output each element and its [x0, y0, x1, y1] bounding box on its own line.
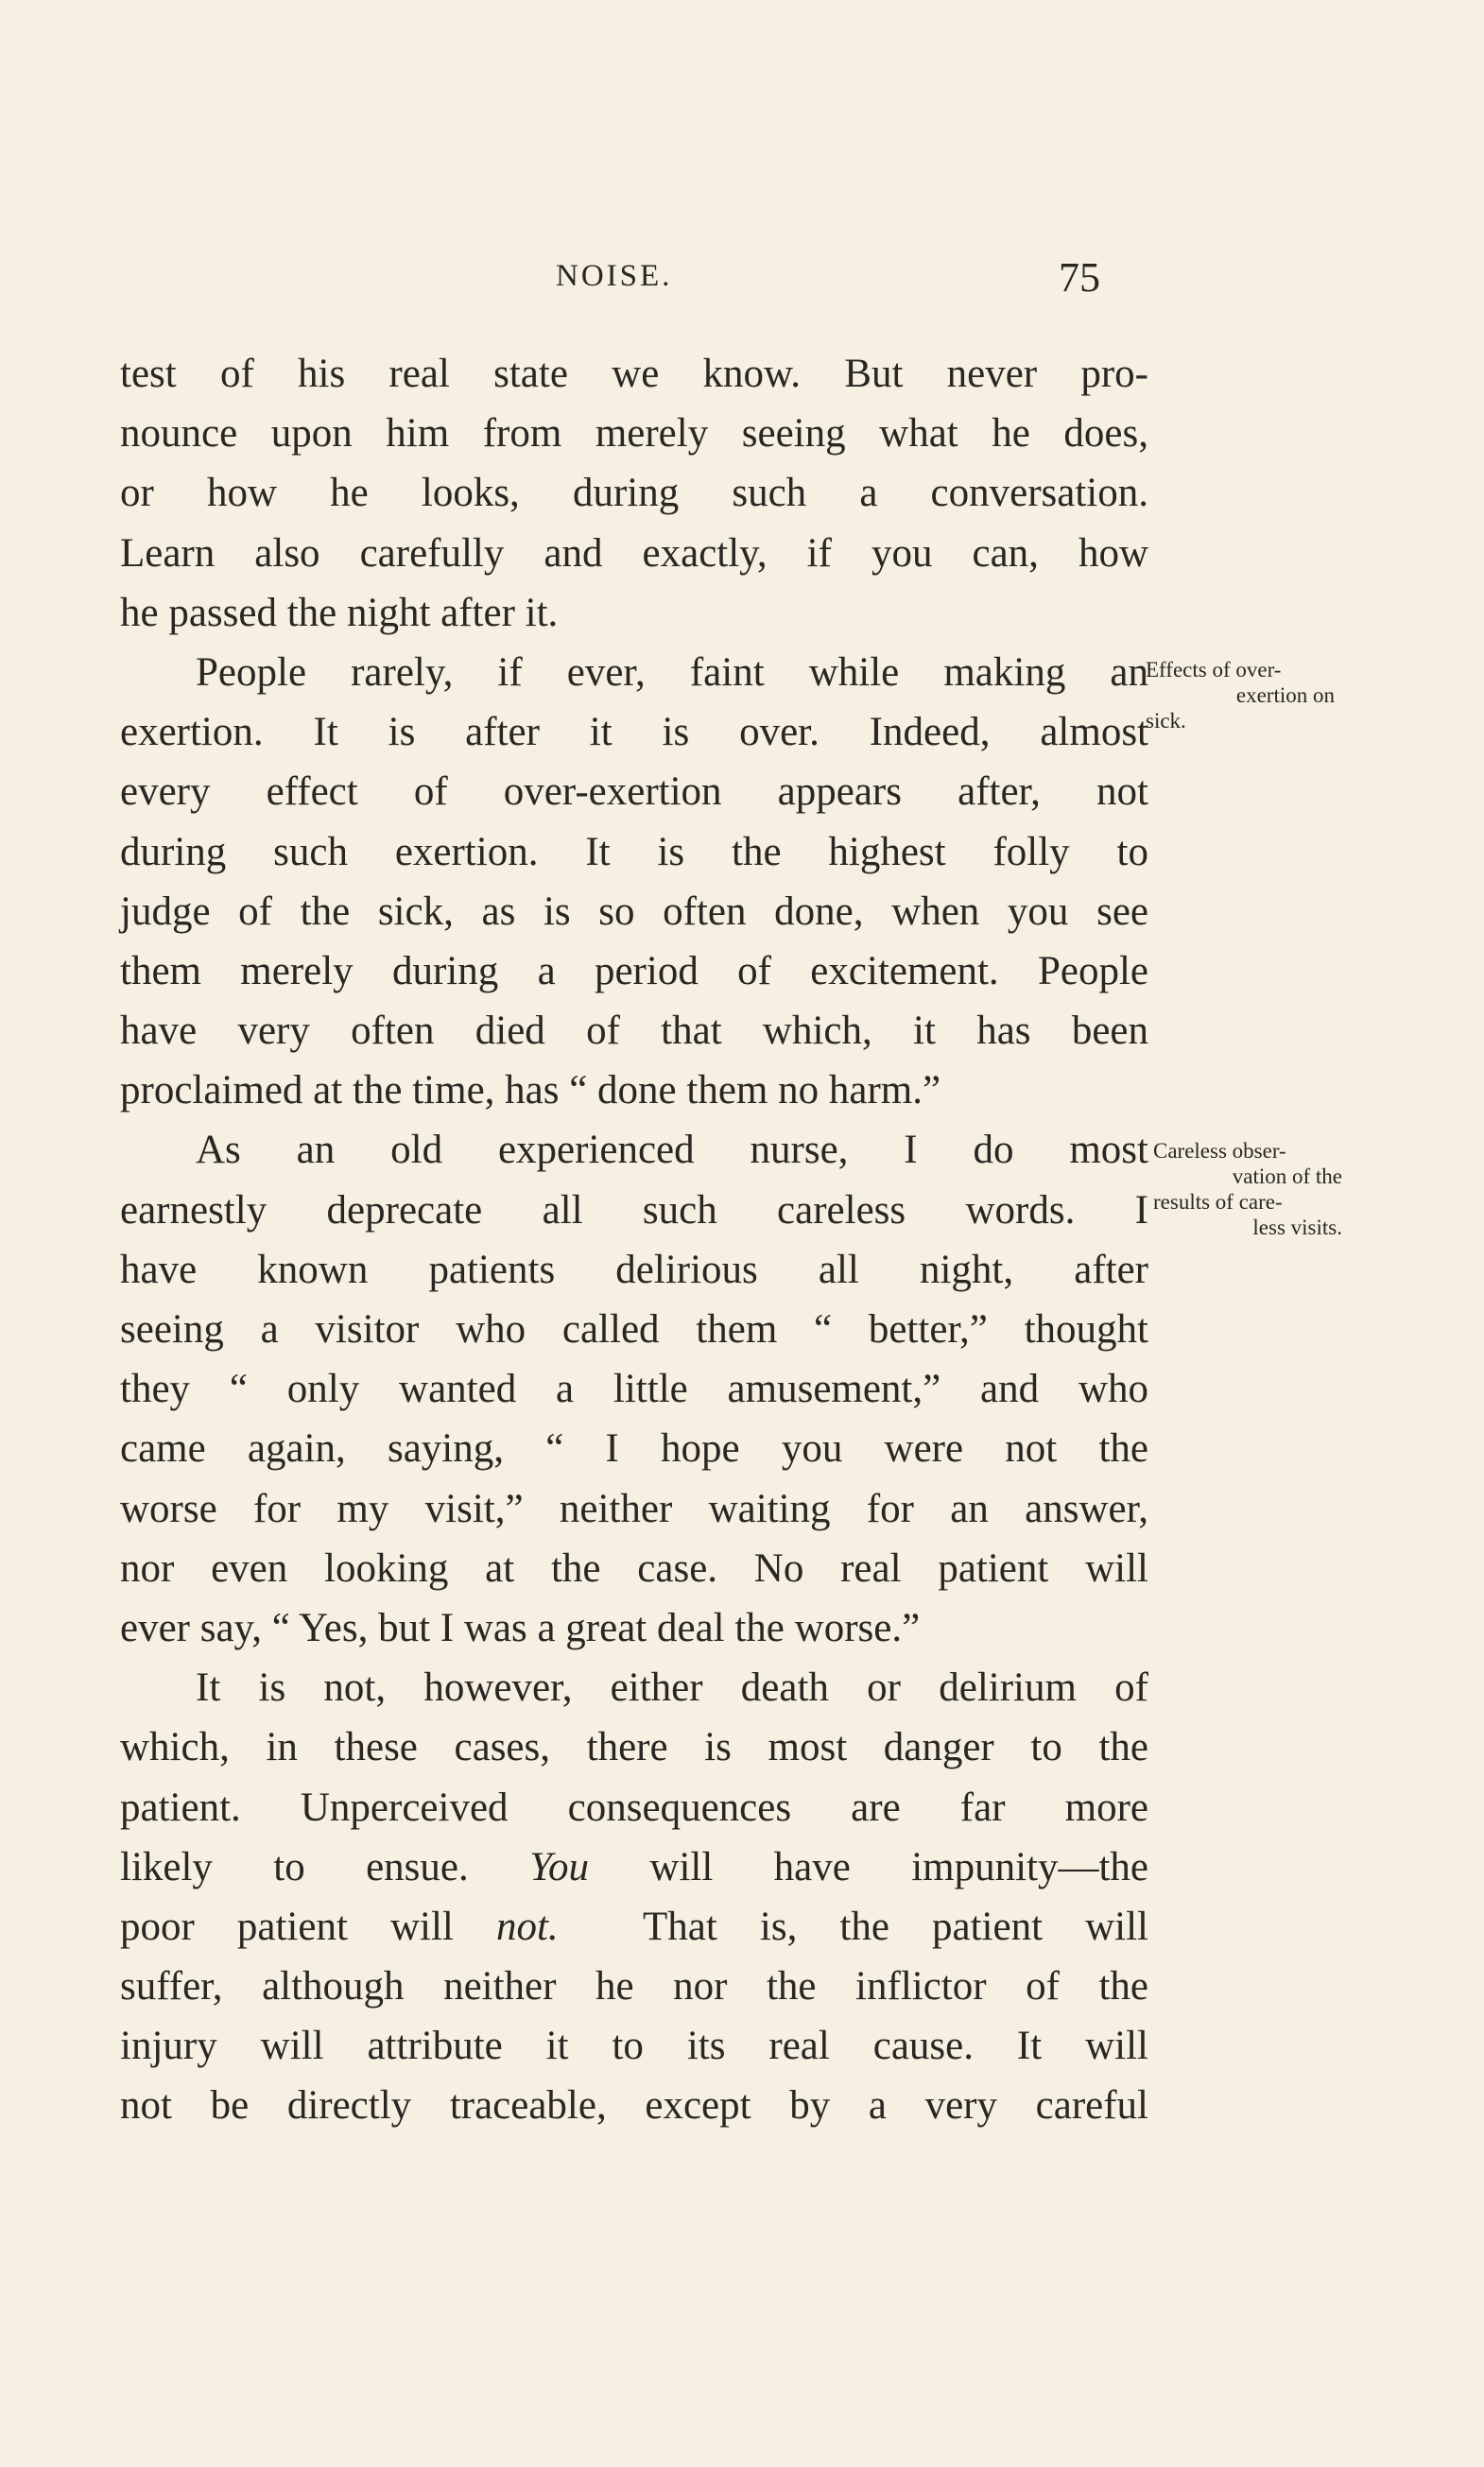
text-line: nounce upon him from merely seeing what he does,: [120, 411, 1148, 457]
text-line: ever say, “ Yes, but I was a great deal the worse.”: [120, 1605, 921, 1650]
text-line: or how he looks, during such a conversation.: [120, 471, 1148, 516]
sidenote-line: less visits.: [1252, 1216, 1342, 1239]
paragraph-start-line: People rarely, if ever, faint while making an: [196, 649, 1148, 695]
italic-word: You: [529, 1844, 590, 1889]
body-text: [120, 344, 1148, 2136]
text-line: worse for my visit,” neither waiting for an answer,: [120, 1486, 1148, 1531]
text-line: [120, 1837, 1148, 1897]
sidenote-line: results of care-: [1153, 1190, 1283, 1214]
text-line: he passed the night after it.: [120, 590, 559, 635]
text-line: have known patients delirious all night, after: [120, 1247, 1148, 1292]
text-line: suffer, although neither he nor the inflictor of the: [120, 1964, 1148, 2010]
sidenote-line: sick.: [1146, 709, 1186, 733]
text-line: test of his real state we know. But never pro-: [120, 352, 1148, 396]
sidenote-line: exertion on: [1235, 683, 1335, 707]
text-line: not be directly traceable, except by a very careful: [120, 2083, 1148, 2129]
sidenote-line: Effects of over-: [1146, 658, 1282, 681]
text-line: judge of the sick, as is so often done, when you see: [120, 888, 1148, 934]
text-line: nor even looking at the case. No real patient will: [120, 1545, 1148, 1591]
text-line: earnestly deprecate all such careless words. I: [120, 1187, 1148, 1233]
text-line: seeing a visitor who called them “ better,” thought: [120, 1307, 1148, 1352]
text-line: have very often died of that which, it has been: [120, 1009, 1148, 1054]
text-line: they “ only wanted a little amusement,” and who: [120, 1367, 1148, 1412]
text-segment: likely to ensue.: [120, 1844, 469, 1889]
sidenote-careless-observation: [1153, 1138, 1342, 1240]
text-line: came again, saying, “ I hope you were not the: [120, 1426, 1148, 1472]
text-line: which, in these cases, there is most danger to the: [120, 1725, 1148, 1770]
text-segment: poor patient will: [120, 1904, 454, 1949]
paragraph-start-line: As an old experienced nurse, I do most: [196, 1128, 1148, 1173]
text-line: patient. Unperceived consequences are far more: [120, 1785, 1148, 1830]
running-head: [0, 253, 1484, 310]
sidenote-line: Careless obser-: [1153, 1139, 1286, 1163]
text-line: every effect of over-exertion appears after, not: [120, 769, 1148, 815]
sidenote-effects-of-over-exertion: [1146, 657, 1335, 733]
text-line: Learn also carefully and exactly, if you can, how: [120, 530, 1148, 576]
italic-word: not.: [495, 1904, 559, 1949]
text-segment: That is, the patient will: [643, 1904, 1148, 1949]
running-head-title: NOISE.: [556, 259, 673, 293]
text-line: them merely during a period of excitement. People: [120, 948, 1148, 993]
sidenote-line: vation of the: [1232, 1164, 1342, 1188]
text-line: [120, 1897, 1148, 1957]
text-line: proclaimed at the time, has “ done them no harm.”: [120, 1068, 941, 1113]
text-line: injury will attribute it to its real cause. It will: [120, 2024, 1148, 2069]
text-line: exertion. It is after it is over. Indeed, almost: [120, 710, 1148, 755]
text-segment: will have impunity—the: [649, 1844, 1149, 1889]
page-number: 75: [1059, 254, 1100, 301]
paragraph-start-line: It is not, however, either death or delirium of: [196, 1665, 1148, 1711]
text-line: during such exertion. It is the highest folly to: [120, 829, 1148, 874]
